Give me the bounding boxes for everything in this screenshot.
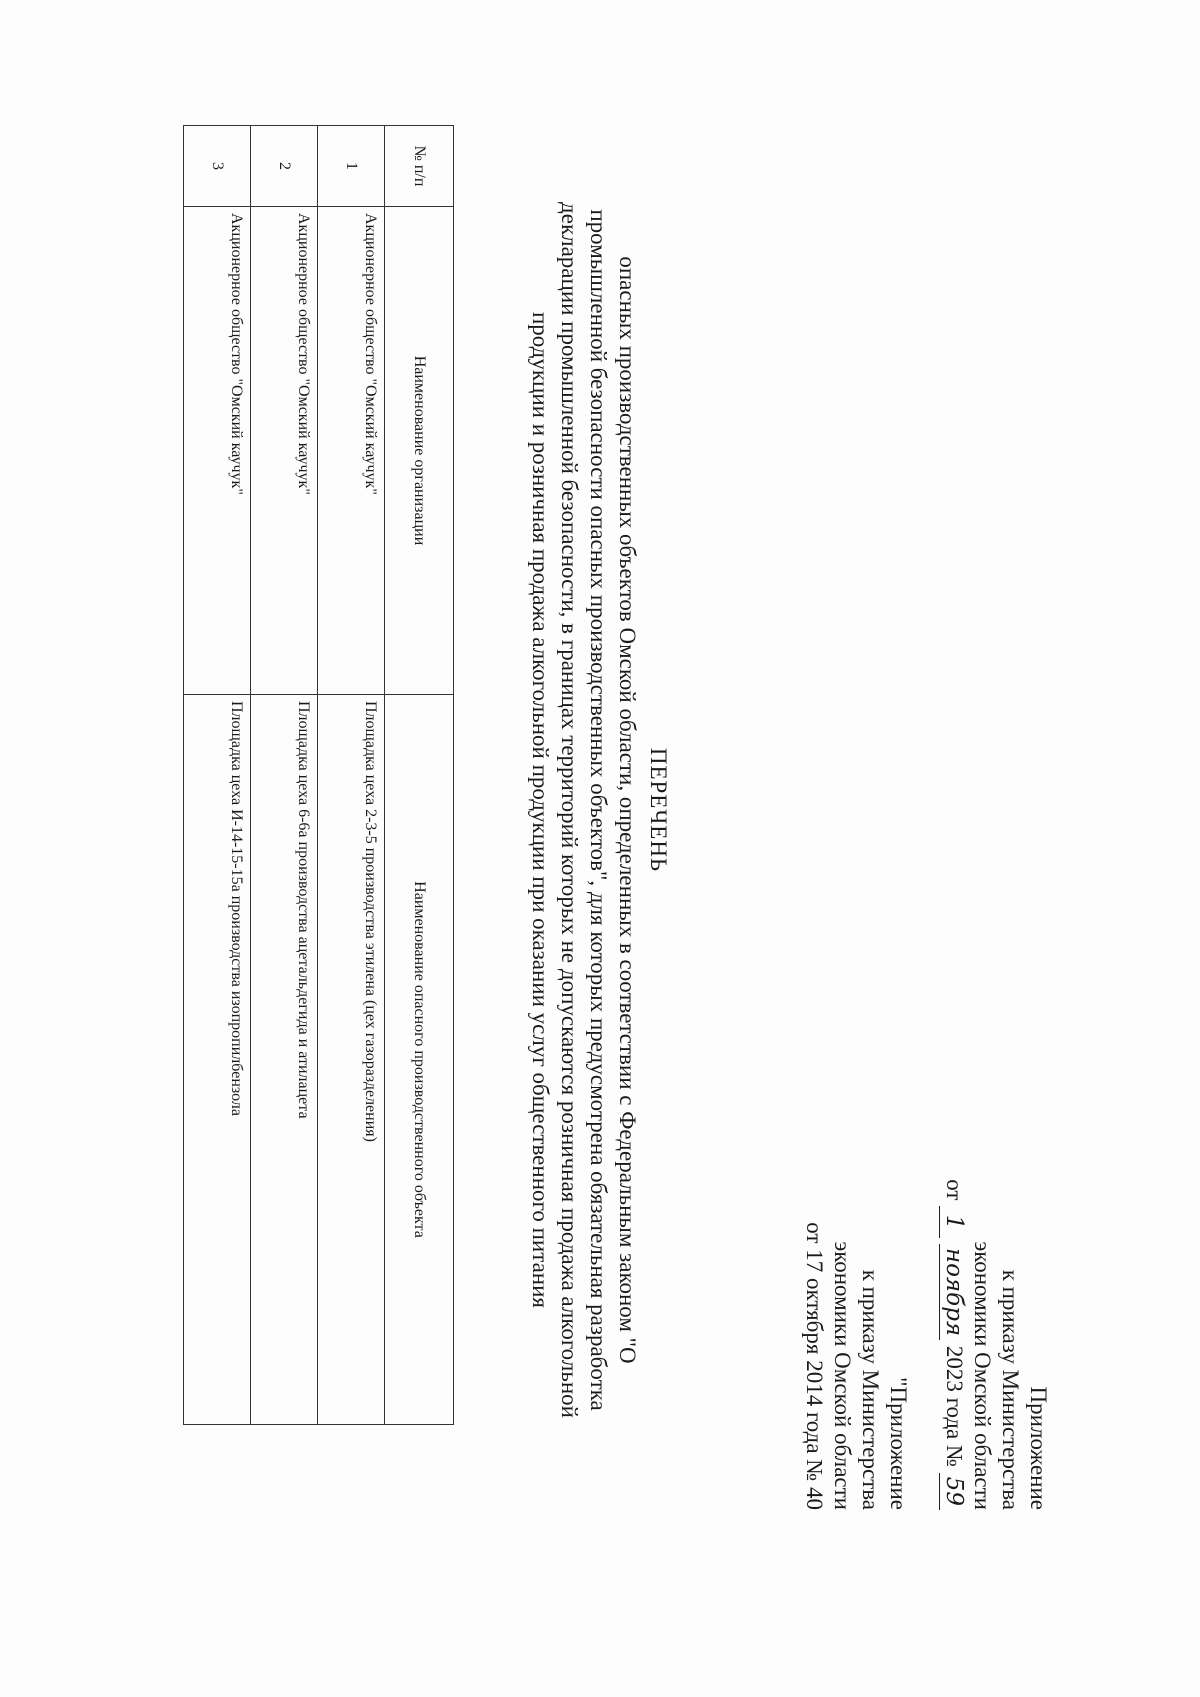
approval-line: "Приложение [886,1377,911,1510]
table-header-row [385,126,454,1425]
table-row [251,126,318,1425]
cell-obj: Площадка цеха 6-6а производства ацетальдегида и атилацета [251,695,318,1425]
handwritten-day: 1 [939,1206,968,1238]
cell-org: Акционерное общество "Омский каучук" [184,207,251,695]
objects-table [183,125,454,1425]
approval-stamp-current [939,1179,1052,1510]
objects-table-wrap [183,125,454,1425]
handwritten-month: ноября [939,1244,968,1340]
cell-org: Акционерное общество "Омский каучук" [251,207,318,695]
table-row [318,126,385,1425]
document-title: ПЕРЕЧЕНЬ [646,747,671,873]
document-subtitle: опасных производственных объектов Омской области, определенных в соответствии с Федеральным законом "О промышленной безопасности опасных производственных объектов", для которых предусмотрена обязательная разработка декларации промышленной безопасности, в границах территорий которых не допускаются розничная продажа алкогольной продукции и розничная продажа алкогольной продукции при оказании услуг общественного питания [528,202,640,1418]
approval-line: экономики Омской области [830,1241,855,1510]
table-row [184,126,251,1425]
title-block [526,110,672,1510]
header-num: № п/п [385,126,454,207]
date-prefix: от [942,1179,967,1201]
header-org: Наименование организации [385,207,454,695]
cell-num: 2 [251,126,318,207]
cell-num: 1 [318,126,385,207]
approval-line: от 17 октября 2014 года № 40 [802,1222,827,1510]
cell-org: Акционерное общество "Омский каучук" [318,207,385,695]
cell-obj: Площадка цеха И-14-15-15а производства изопропилбензола [184,695,251,1425]
approval-line: к приказу Министерства [998,1269,1023,1510]
rotated-content [110,110,1060,1510]
approval-line: Приложение [1026,1386,1051,1510]
year-text: 2023 года № [942,1345,967,1467]
approval-date-line [939,1179,968,1510]
approval-line: экономики Омской области [970,1241,995,1510]
approval-stamp-original [800,1222,912,1510]
handwritten-number: 59 [939,1473,968,1510]
approval-line: к приказу Министерства [858,1269,883,1510]
cell-obj: Площадка цеха 2-3-5 производства этилена (цех газоразделения) [318,695,385,1425]
header-obj: Наименование опасного производственного объекта [385,695,454,1425]
cell-num: 3 [184,126,251,207]
